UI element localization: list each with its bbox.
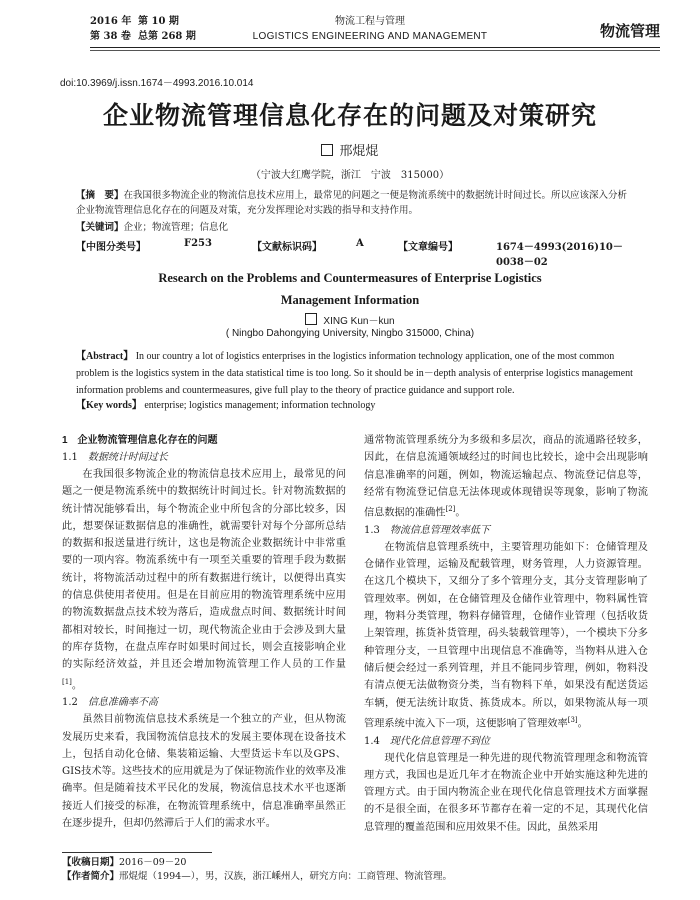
footnote-rule xyxy=(62,852,212,853)
abstract-en xyxy=(76,348,636,399)
author-bio xyxy=(62,870,452,884)
paragraph-end: 。 xyxy=(71,679,83,691)
abstract-en-text: In our country a lot of logistics enterprises in the logistics information technology application, one of the most common problem is the logistics system in the data statistical time is too long. So it should be in－depth analysis of enterprise logistics management information problems and countermeasures, give full play to the theory of practice guidance and support role. xyxy=(76,351,633,396)
title-en-line1: Research on the Problems and Countermeasures of Enterprise Logistics xyxy=(158,271,542,285)
header-year: 2016 年 xyxy=(90,16,132,27)
paragraph-text: 在我国很多物流企业的物流信息技术应用上，最常见的问题之一便是物流系统中的数据统计时间过长。针对物流数据的统计情况能够看出，每个物流企业中所包含的分部比较多，因此，想要保证数据信息的准确性，就需要针对每个分部所总结的数据和报送量进行统计，这也是物流企业数据统计中非常重要的一项内容。物流系统中有一项至关重要的管理手段为数据统计，将物流活动过程中的所有数据进行统计，以便得出真实的信息供使用者使用。但是在目前应用的物流管理系统中应用的物流数据盘点技术较为落后，造成盘点时间、数据统计时间都相对较长，时间拖过一切，现代物流企业由于会涉及到大量的库存货物，在盘点库存时如果时间过长，则会直接影响企业的实际经济效益，并且还会增加物流管理工作人员的工作量 xyxy=(62,469,346,671)
header-rule-thin xyxy=(90,50,660,51)
author-box-icon xyxy=(321,144,333,156)
body-paragraph xyxy=(62,466,346,694)
keywords-cn-text: 企业；物流管理；信息化 xyxy=(123,222,229,233)
body-paragraph: 现代化信息管理是一种先进的现代物流管理理念和物流管理方式，我国也是近几年才在物流企业中开始实施这种先进的管理方式。由于国内物流企业在现代化信息管理技术方面掌握的不是很全面，在很多环节都存在着一定的不足，其现代化信息管理的覆盖范围和应用效果不佳。因此，虽然采用 xyxy=(364,752,648,833)
paragraph-text: 通常物流管理系统分为多级和多层次，商品的流通路径较多，因此，在信息流通领域经过的时间也比较长，途中会出现影响信息准确率的问题，例如，物流运输起点、物流登记信息等，经常有物流登记信息无法体现或体现错误等现象，影响了物流信息数据的准确性 xyxy=(364,435,648,519)
article-title-cn: 企业物流管理信息化存在的问题及对策研究 xyxy=(102,101,597,130)
clc-value: F253 xyxy=(184,238,212,249)
footnote xyxy=(62,856,452,884)
abstract-cn xyxy=(76,188,636,218)
subsection-number: 1.2 xyxy=(62,697,78,709)
running-header xyxy=(90,14,660,58)
header-volume: 第 38 卷 xyxy=(90,31,131,42)
author-name-cn: 邢焜焜 xyxy=(339,144,379,159)
affiliation-en: ( Ningbo Dahongying University, Ningbo 315000, China) xyxy=(225,328,475,339)
body-column-right xyxy=(364,432,648,836)
section-heading: 1 企业物流管理信息化存在的问题 xyxy=(62,435,218,446)
abstract-cn-text: 在我国很多物流企业的物流信息技术应用上，最常见的问题之一便是物流系统中的数据统计时间过长。所以应该深入分析企业物流管理信息化存在的问题及对策，充分发挥理论对实践的指导和支持作用。 xyxy=(76,190,628,216)
paragraph-end: 。 xyxy=(577,718,588,730)
citation: [3] xyxy=(567,715,578,724)
abstract-en-label: 【Abstract】 xyxy=(76,351,134,362)
received-date xyxy=(62,856,452,870)
article-no-label: 【文章编号】 xyxy=(398,242,458,253)
keywords-cn-label: 【关键词】 xyxy=(76,222,124,233)
journal-name xyxy=(234,14,506,44)
section-name: 物流管理 xyxy=(599,22,660,40)
author-bio-text: 邢焜焜（1994—），男，汉族，浙江嵊州人，研究方向：工商管理、物流管理。 xyxy=(119,871,452,882)
clc-label: 【中图分类号】 xyxy=(76,242,146,253)
subsection-title: 现代化信息管理不到位 xyxy=(389,735,490,747)
header-total: 总第 268 期 xyxy=(138,31,196,42)
subsection-title: 信息准确率不高 xyxy=(87,697,158,709)
keywords-en-label: 【Key words】 xyxy=(76,400,142,411)
body-paragraph xyxy=(364,539,648,733)
affiliation-cn: （宁波大红鹰学院，浙江 宁波 315000） xyxy=(250,170,450,181)
doc-code-label: 【文献标识码】 xyxy=(252,242,322,253)
citation: [2] xyxy=(445,505,456,514)
received-label: 【收稿日期】 xyxy=(62,857,120,868)
body-paragraph xyxy=(364,432,648,522)
doc-code-value: A xyxy=(356,238,364,249)
subsection-heading xyxy=(62,694,346,711)
subsection-number: 1.1 xyxy=(62,452,78,463)
author-en-box-icon xyxy=(305,313,317,325)
body-column-left xyxy=(62,432,346,832)
doi: doi:10.3969/j.issn.1674－4993.2016.10.014 xyxy=(60,78,254,89)
subsection-heading xyxy=(364,522,648,539)
author-en xyxy=(0,312,700,327)
keywords-en-text: enterprise; logistics management; information technology xyxy=(144,400,376,411)
subsection-heading xyxy=(62,449,346,466)
subsection-number: 1.3 xyxy=(364,524,380,536)
author-cn xyxy=(0,140,700,159)
body-paragraph: 虽然目前物流信息技术系统是一个独立的产业，但从物流发展历史来看，我国物流信息技术的发展主要体现在设备技术上，包括自动化仓储、集装箱运输、大型货运卡车以及GPS、GIS技术等。这些技术的应用就是为了保证物流作业的效率及准确率。但是随着技术平民化的发展，物流信息技术水平也逐渐接近人们接受的标准，在物流管理系统中，信息准确率虽然正在逐步提升，但却仍然滞后于人们的需求水平。 xyxy=(62,714,347,830)
title-en-line2: Management Information xyxy=(280,293,420,307)
abstract-cn-label: 【摘 要】 xyxy=(76,190,124,201)
paragraph-end: 。 xyxy=(455,507,466,519)
citation: [1] xyxy=(62,677,72,686)
journal-name-cn: 物流工程与管理 xyxy=(335,16,405,27)
subsection-title: 数据统计时间过长 xyxy=(87,452,168,463)
subsection-title: 物流信息管理效率低下 xyxy=(389,524,490,536)
article-no-value: 1674－4993(2016)10－0038－02 xyxy=(496,242,623,268)
author-bio-label: 【作者简介】 xyxy=(62,871,120,882)
keywords-cn xyxy=(76,220,636,235)
subsection-number: 1.4 xyxy=(364,735,380,747)
article-title-en xyxy=(0,267,700,311)
subsection-heading xyxy=(364,733,648,750)
keywords-en xyxy=(76,396,636,411)
journal-name-en: LOGISTICS ENGINEERING AND MANAGEMENT xyxy=(252,31,488,42)
issue-info xyxy=(90,14,196,44)
received-value: 2016－09－20 xyxy=(119,857,187,868)
header-rule xyxy=(90,47,660,48)
paragraph-text: 在物流信息管理系统中，主要管理功能如下：仓储管理及仓储作业管理，运输及配载管理，财务管理，人力资源管理。在这几个模块下，又细分了多个管理分支，其分支管理影响了管理效率。例如，在仓储管理及仓储作业管理中，物料属性管理，物料分类管理，物料存储管理，仓储作业管理（包括收货上架管理，拣货补货管理，码头装载管理等），一个模块下分多种管理分支，一旦管理中出现信息不准确等，当物料从进入仓储后便会经过一系列管理，并且不能同步管理，例如，物料没有清点便无法做物资分类，当有物料下单，如果没有配送货运车辆，便无法统计取货、拣货成本。所以，如果物流从每一项管理系统中流入下一项，这便影响了管理效率 xyxy=(364,541,648,730)
header-issue: 第 10 期 xyxy=(138,16,179,27)
author-name-en: XING Kun－kun xyxy=(323,316,395,327)
